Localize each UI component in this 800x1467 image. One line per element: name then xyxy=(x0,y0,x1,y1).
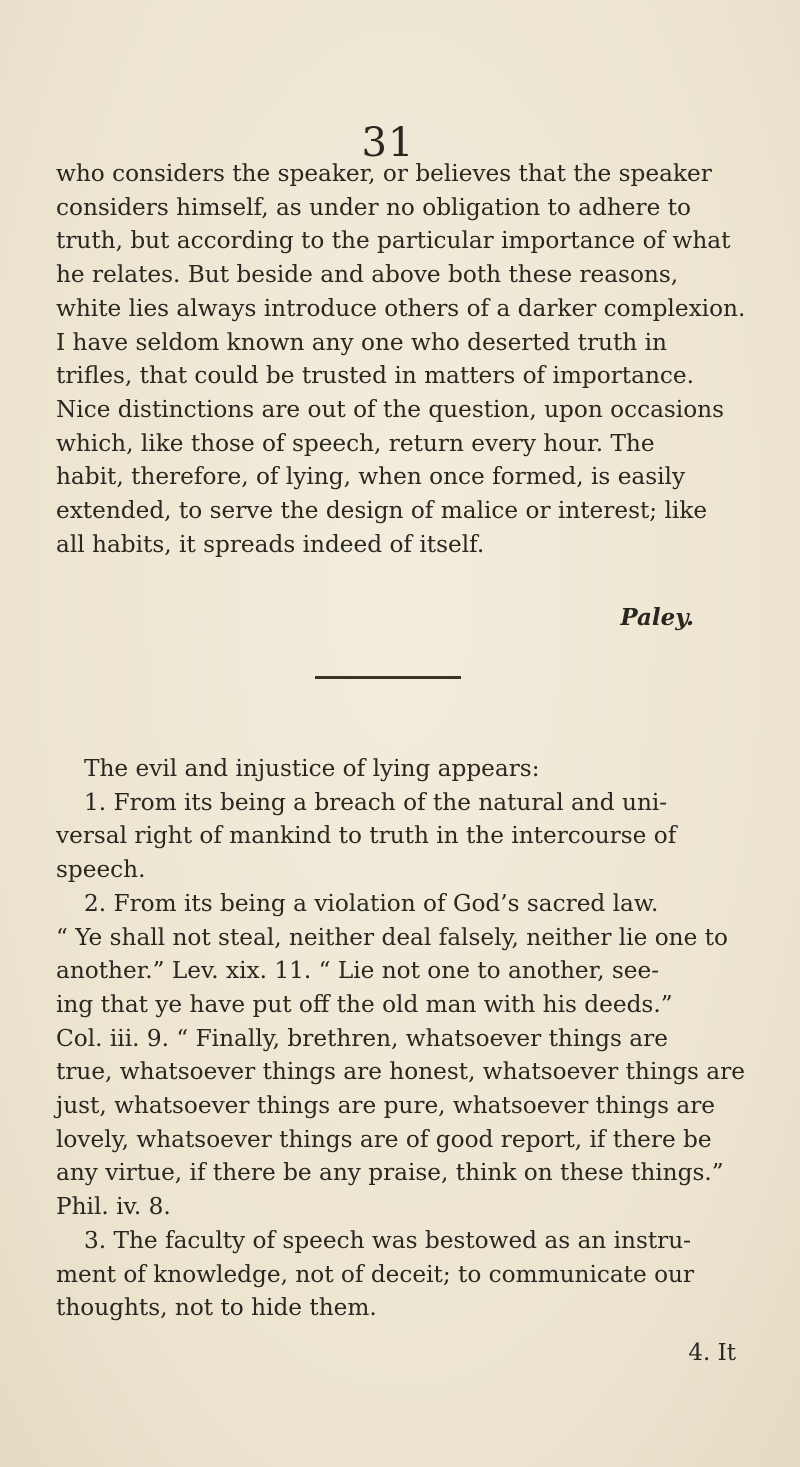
page-number: 31 xyxy=(361,120,415,166)
text-line: ing that ye have put off the old man with his deeds.” xyxy=(56,990,673,1018)
text-line: he relates. But beside and above both these reasons, xyxy=(56,261,679,289)
text-line: white lies always introduce others of a darker complexion. xyxy=(56,294,746,322)
text-line: all habits, it spreads indeed of itself. xyxy=(56,530,485,558)
text-line: thoughts, not to hide them. xyxy=(56,1294,377,1322)
text-line: versal right of mankind to truth in the intercourse of xyxy=(56,822,677,850)
text-line: 2. From its being a violation of God’s sacred law. xyxy=(84,889,659,917)
text-line: extended, to serve the design of malice or interest; like xyxy=(56,497,708,525)
author-signature: Paley. xyxy=(620,604,694,631)
section-divider xyxy=(315,676,461,679)
text-line: who considers the speaker, or believes that the speaker xyxy=(56,160,712,187)
text-line: another.” Lev. xix. 11. “ Lie not one to another, see- xyxy=(56,957,660,985)
catchword: 4. It xyxy=(688,1340,736,1366)
paragraph-evil-of-lying xyxy=(56,752,768,1325)
text-line: any virtue, if there be any praise, think on these things.” xyxy=(56,1159,724,1187)
text-line: The evil and injustice of lying appears: xyxy=(84,755,540,782)
text-line: truth, but according to the particular importance of what xyxy=(56,227,731,255)
text-line: Phil. iv. 8. xyxy=(56,1193,171,1221)
text-line: “ Ye shall not steal, neither deal falsely, neither lie one to xyxy=(56,923,728,951)
text-line: I have seldom known any one who deserted truth in xyxy=(56,328,667,356)
paragraph-paley xyxy=(56,157,768,561)
text-line: lovely, whatsoever things are of good report, if there be xyxy=(56,1125,712,1153)
text-line: ment of knowledge, not of deceit; to communicate our xyxy=(56,1260,695,1288)
text-line: which, like those of speech, return every hour. The xyxy=(56,429,655,457)
text-line: considers himself, as under no obligation to adhere to xyxy=(56,193,691,221)
text-line: just, whatsoever things are pure, whatsoever things are xyxy=(56,1092,716,1120)
text-line: 1. From its being a breach of the natural and uni- xyxy=(84,788,668,816)
text-line: trifles, that could be trusted in matters of importance. xyxy=(56,362,694,390)
text-line: speech. xyxy=(56,856,146,884)
text-line: habit, therefore, of lying, when once formed, is easily xyxy=(56,463,686,491)
text-line: Col. iii. 9. “ Finally, brethren, whatsoever things are xyxy=(56,1024,668,1052)
text-line: Nice distinctions are out of the question, upon occasions xyxy=(56,395,725,423)
text-line: 3. The faculty of speech was bestowed as an instru- xyxy=(84,1226,692,1254)
text-line: true, whatsoever things are honest, whatsoever things are xyxy=(56,1058,745,1086)
